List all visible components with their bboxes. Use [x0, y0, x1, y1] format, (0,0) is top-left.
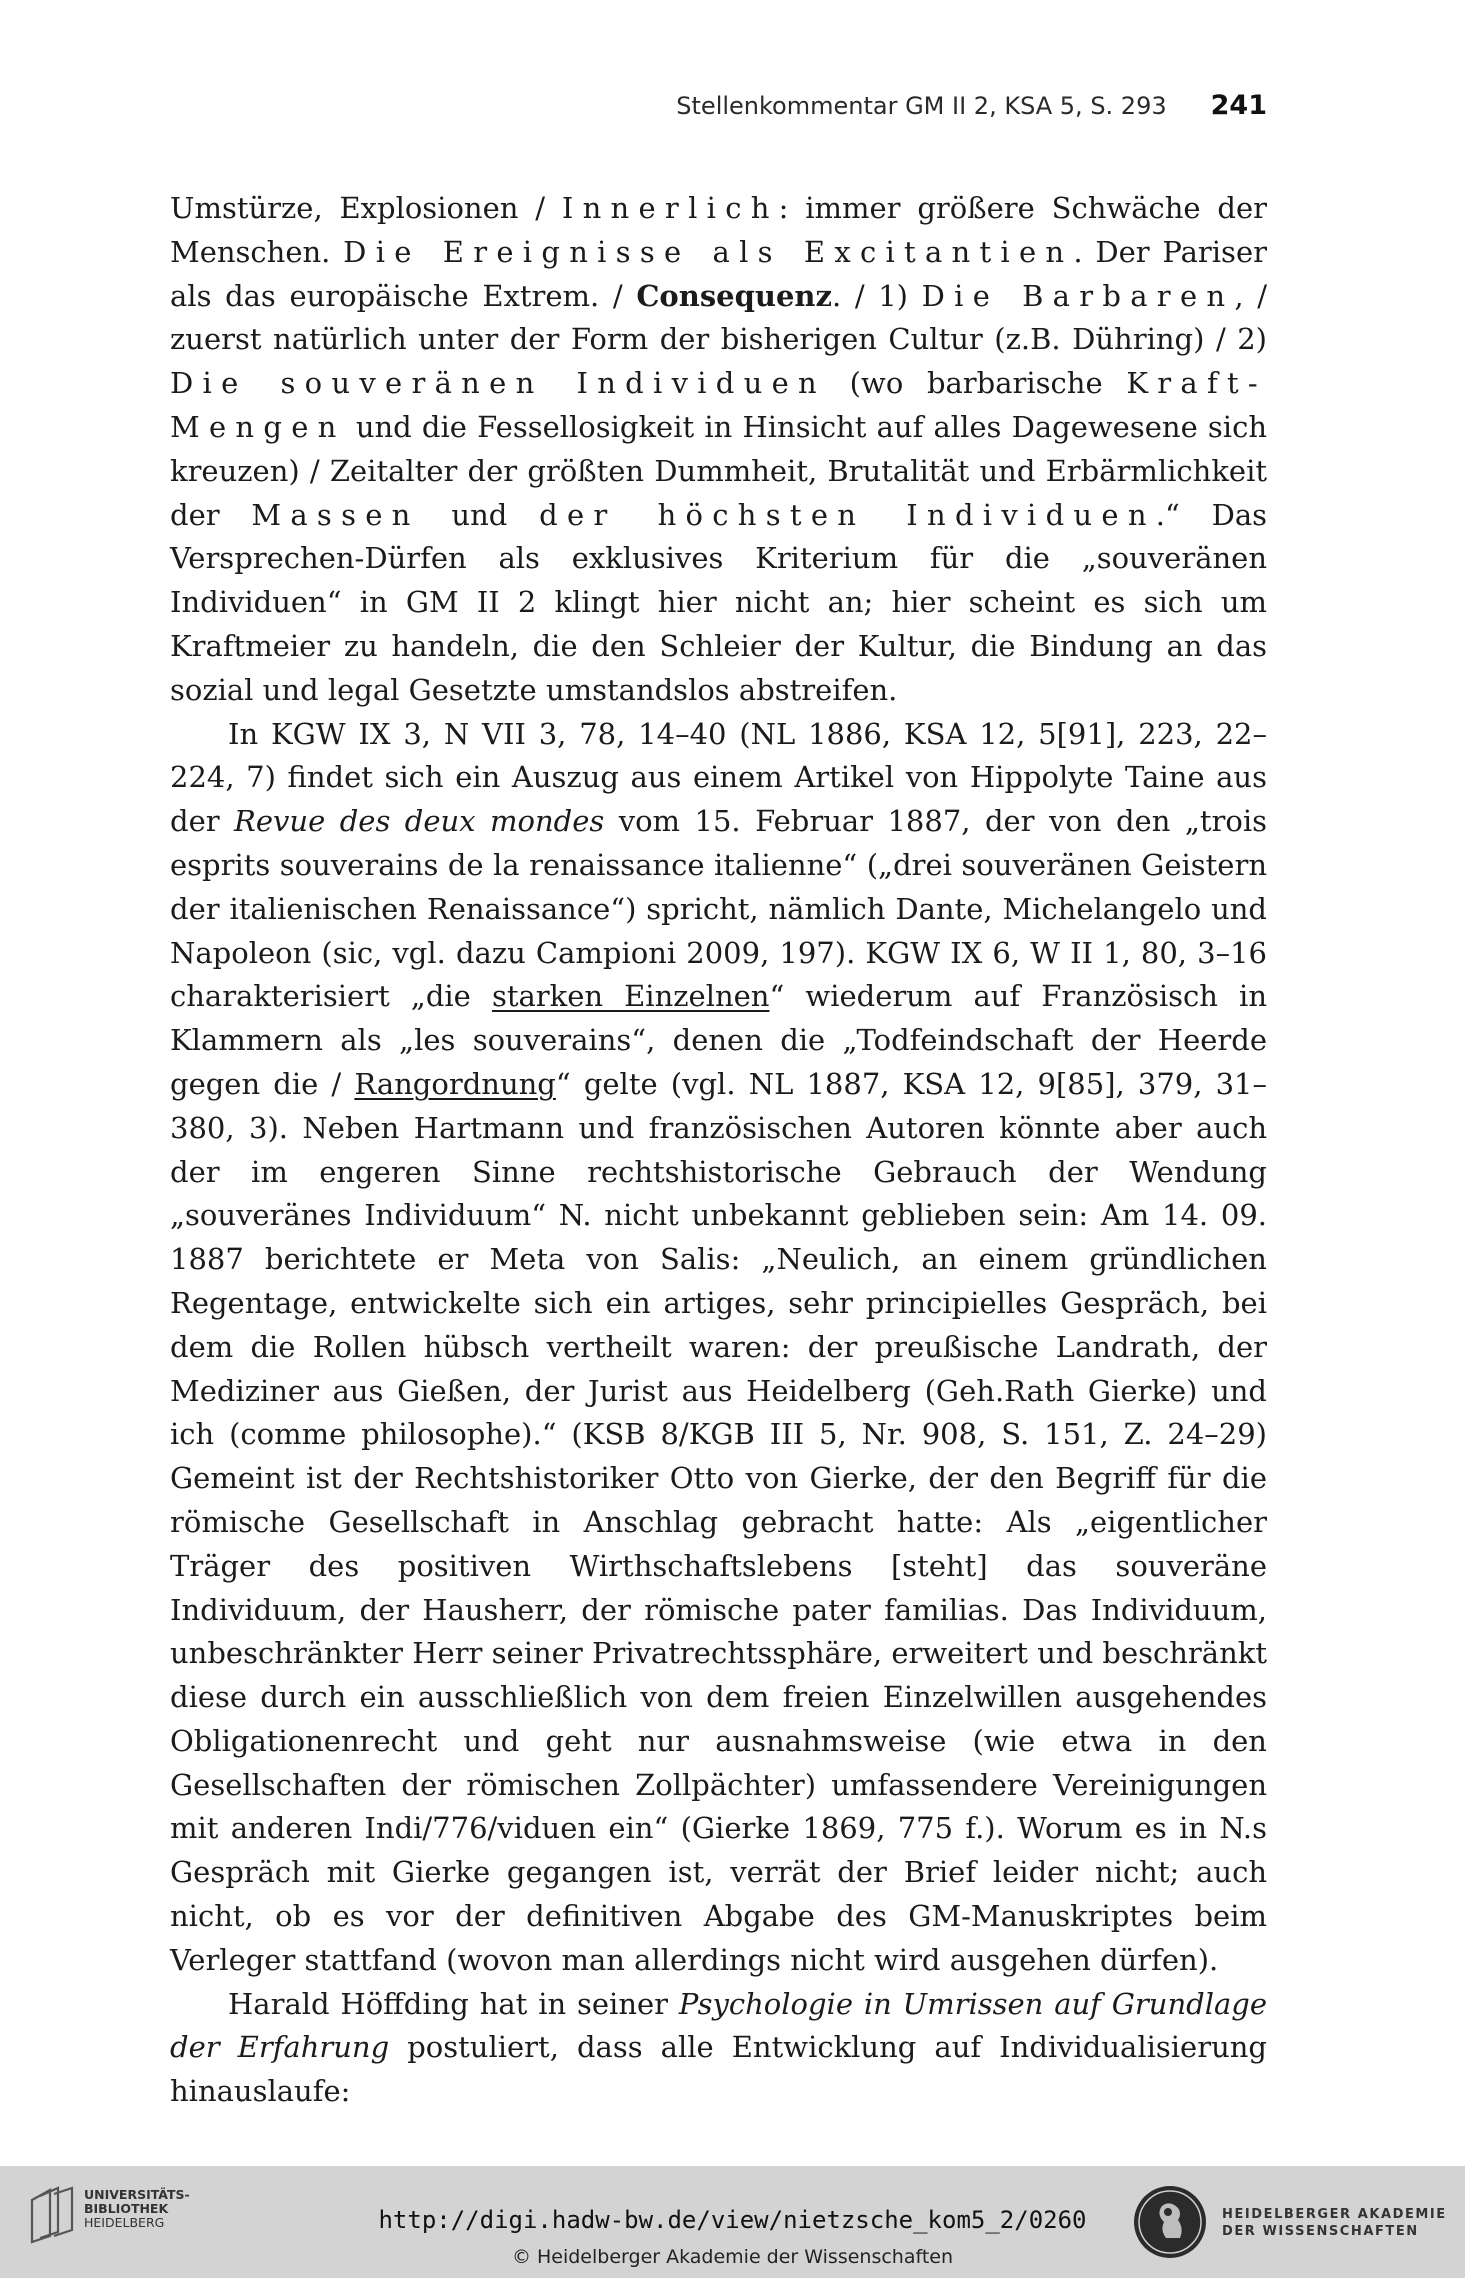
paragraph-2 [170, 713, 1267, 1983]
text-run: vom 15. Februar 1887, der von den „trois esprits souverains de la renaissance italienne“ („drei souveränen Geistern der italienischen Renaissance“) spricht, nämlich Dante, Michelangelo und Napoleon (sic, vgl. dazu Campioni 2009, 197). KGW IX 6, W II 1, 80, 3–16 charakterisiert „die [170, 804, 1267, 1014]
hadw-label-line: DER WISSENSCHAFTEN [1222, 2224, 1419, 2239]
text-run: . / 1) [831, 278, 922, 313]
paragraph-3 [170, 1983, 1267, 2114]
running-head [0, 90, 1267, 121]
text-run: : immer größere Schwäche der Menschen. [170, 191, 1267, 269]
text-run: “ wiederum auf Französisch in Klammern als „les souverains“, denen die „Todfeindschaft der Heerde gegen die / [170, 979, 1267, 1101]
main-text [170, 187, 1267, 2114]
digitization-footer [0, 2166, 1465, 2278]
permalink-url[interactable]: http://digi.hadw-bw.de/view/nietzsche_kom5_2/0260 [378, 2206, 1087, 2234]
text-run: und [419, 497, 540, 532]
italic-title: Psychologie in Umrissen auf Grundlage der Erfahrung [170, 1986, 1267, 2065]
page-number: 241 [1210, 90, 1267, 121]
bold-emphasis: Consequenz [636, 278, 832, 313]
ub-label-line: BIBLIOTHEK [84, 2201, 169, 2216]
underlined-text: starken Einzelnen [491, 979, 770, 1014]
italic-title: Revue des deux mondes [234, 804, 605, 839]
ub-label-line: UNIVERSITÄTS- [84, 2187, 190, 2202]
paragraph-1 [170, 187, 1267, 713]
text-run: postuliert, dass alle Entwicklung auf Individualisierung hinauslaufe: [170, 2030, 1267, 2109]
text-run: . Der Pariser als das europäische Extrem. / [170, 234, 1267, 313]
spaced-emphasis: Die Ereignisse als Excitantien [343, 234, 1074, 269]
hadw-label-line: HEIDELBERGER AKADEMIE [1222, 2207, 1447, 2222]
ub-label-line: HEIDELBERG [84, 2215, 165, 2230]
text-run: In KGW IX 3, N VII 3, 78, 14–40 (NL 1886, KSA 12, 5[91], 223, 22–224, 7) findet sich ein Auszug aus einem Artikel von Hippolyte Taine aus der [170, 716, 1267, 839]
copyright-notice: © Heidelberger Akademie der Wissenschaften [511, 2246, 954, 2268]
spaced-emphasis: Kraft-Mengen [170, 366, 1267, 444]
text-run: (wo barbarische [826, 366, 1127, 401]
spaced-emphasis: Die Barbaren [921, 278, 1235, 313]
underlined-text: Rangordnung [354, 1066, 556, 1101]
spaced-emphasis: Innerlich [561, 191, 779, 225]
spaced-emphasis: Massen [251, 497, 420, 532]
text-run: “ gelte (vgl. NL 1887, KSA 12, 9[85], 379, 31–380, 3). Neben Hartmann und französischen Autoren könnte aber auch der im engeren Sinne rechtshistorische Gebrauch der Wendung „souveränes Individuum“ N. nicht unbekannt geblieben sein: Am 14. 09. 1887 berichtete er Meta von Salis: „Neulich, an einem gründlichen Regentage, entwickelte sich ein artiges, sehr principielles Gespräch, bei dem die Rollen hübsch vertheilt waren: der preußische Landrath, der Mediziner aus Gießen, der Jurist aus Heidelberg (Geh.Rath Gierke) und ich (comme philosophe).“ (KSB 8/KGB III 5, Nr. 908, S. 151, Z. 24–29) Gemeint ist der Rechtshistoriker Otto von Gierke, der den Begriff für die römische Gesellschaft in Anschlag gebracht hatte: Als „eigentlicher Träger des positiven Wirthschaftslebens [steht] das souveräne Individuum, der Hausherr, der römische pater familias. Das Individuum, unbeschränkter Herr seiner Privatrechtssphäre, erweitert und beschränkt diese durch ein ausschließlich von dem freien Einzelwillen ausgehendes Obligationenrecht und geht nur ausnahmsweise (wie etwa in den Gesellschaften der römischen Zollpächter) umfassendere Vereinigungen mit anderen Indi/776/viduen ein“ (Gierke 1869, 775 f.). Worum es in N.s Gespräch mit Gierke gegangen ist, verrät der Brief leider nicht; auch nicht, ob es vor der definitiven Abgabe des GM-Manuskriptes beim Verleger stattfand (wovon man allerdings nicht wird ausgehen dürfen). [170, 1066, 1267, 1977]
text-run: Umstürze, Explosionen / [170, 191, 562, 225]
text-run: .“ Das Versprechen-Dürfen als exklusives Kriterium für die „souveränen Individuen“ in GM II 2 klingt hier nicht an; hier scheint es sich um Kraftmeier zu handeln, die den Schleier der Kultur, die Bindung an das sozial und legal Gesetzte umstandslos abstreifen. [170, 497, 1268, 707]
spaced-emphasis: Die souveränen Individuen [170, 366, 826, 401]
text-run: Harald Höffding hat in seiner [228, 1986, 679, 2021]
spaced-emphasis: der höchsten Individuen [539, 497, 1156, 532]
text-run: und die Fessellosigkeit in Hinsicht auf alles Dagewesene sich kreuzen) / Zeitalter der größten Dummheit, Brutalität und Erbärmlichkeit der [170, 409, 1267, 532]
hadw-label [1222, 2206, 1447, 2240]
hadw-seal-icon[interactable] [1132, 2184, 1208, 2260]
running-title: Stellenkommentar GM II 2, KSA 5, S. 293 [676, 92, 1167, 120]
text-run: , / zuerst natürlich unter der Form der bisherigen Cultur (z.B. Dühring) / 2) [170, 278, 1267, 357]
